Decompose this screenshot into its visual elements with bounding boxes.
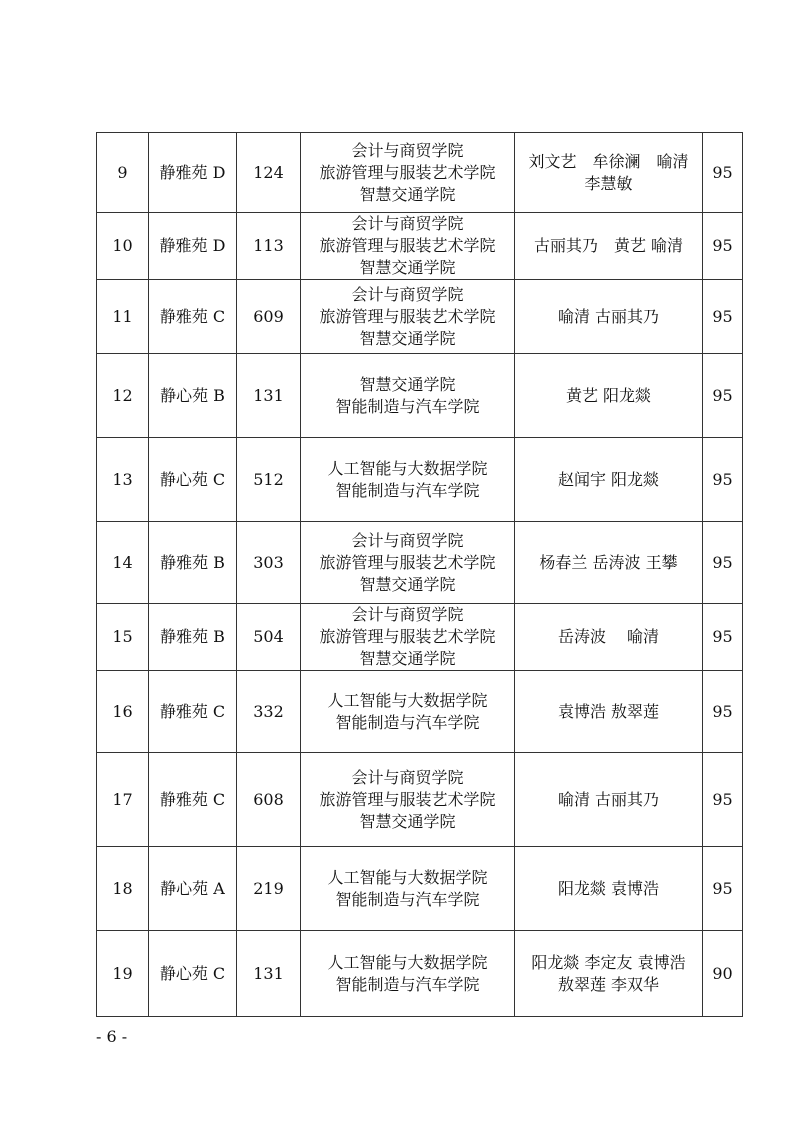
building-cell: 静心苑 C (149, 931, 237, 1017)
room-cell: 131 (237, 931, 301, 1017)
colleges-cell (301, 354, 515, 438)
inspectors-cell (515, 522, 703, 604)
inspectors-cell (515, 213, 703, 280)
row-number-cell: 16 (97, 671, 149, 753)
college-line: 智慧交通学院 (359, 374, 456, 394)
score-cell: 95 (703, 280, 743, 354)
inspector-line: 黄艺 阳龙燚 (565, 385, 652, 405)
table-body (97, 133, 743, 1017)
table-row (97, 280, 743, 354)
row-number-cell: 13 (97, 438, 149, 522)
inspectors-cell (515, 604, 703, 671)
college-line: 智慧交通学院 (359, 258, 456, 277)
college-line: 智能制造与汽车学院 (335, 712, 480, 732)
table-row (97, 931, 743, 1017)
inspector-line: 袁博浩 敖翠莲 (557, 701, 660, 721)
college-line: 旅游管理与服装艺术学院 (319, 162, 496, 182)
inspection-table (96, 132, 743, 1017)
table-row (97, 847, 743, 931)
colleges-cell (301, 133, 515, 213)
room-cell: 609 (237, 280, 301, 354)
score-cell: 95 (703, 522, 743, 604)
building-cell: 静雅苑 C (149, 671, 237, 753)
inspectors-cell (515, 753, 703, 847)
inspector-line: 古丽其乃 黄艺 喻清 (533, 236, 684, 255)
room-cell: 608 (237, 753, 301, 847)
building-cell: 静心苑 A (149, 847, 237, 931)
college-line: 会计与商贸学院 (351, 605, 464, 624)
room-cell: 504 (237, 604, 301, 671)
inspectors-cell (515, 931, 703, 1017)
inspectors-cell (515, 671, 703, 753)
college-line: 旅游管理与服装艺术学院 (319, 552, 496, 572)
college-line: 智慧交通学院 (359, 811, 456, 831)
inspectors-cell (515, 354, 703, 438)
building-cell: 静雅苑 D (149, 133, 237, 213)
colleges-cell (301, 213, 515, 280)
colleges-cell (301, 671, 515, 753)
score-cell: 95 (703, 753, 743, 847)
college-line: 智慧交通学院 (359, 649, 456, 668)
room-cell: 332 (237, 671, 301, 753)
colleges-cell (301, 438, 515, 522)
table-row (97, 133, 743, 213)
college-line: 会计与商贸学院 (351, 214, 464, 233)
inspector-line: 阳龙燚 袁博浩 (557, 878, 660, 898)
college-line: 智能制造与汽车学院 (335, 889, 480, 909)
room-cell: 303 (237, 522, 301, 604)
colleges-cell (301, 753, 515, 847)
inspector-line: 敖翠莲 李双华 (557, 974, 660, 994)
colleges-cell (301, 931, 515, 1017)
score-cell: 95 (703, 438, 743, 522)
table-row (97, 671, 743, 753)
college-line: 人工智能与大数据学院 (327, 952, 488, 972)
row-number-cell: 14 (97, 522, 149, 604)
table-row (97, 213, 743, 280)
inspectors-cell (515, 847, 703, 931)
college-line: 会计与商贸学院 (351, 140, 464, 160)
row-number-cell: 11 (97, 280, 149, 354)
row-number-cell: 12 (97, 354, 149, 438)
colleges-cell (301, 522, 515, 604)
college-line: 智慧交通学院 (359, 328, 456, 348)
college-line: 会计与商贸学院 (351, 284, 464, 304)
college-line: 智能制造与汽车学院 (335, 974, 480, 994)
table-row (97, 522, 743, 604)
college-line: 会计与商贸学院 (351, 530, 464, 550)
table-row (97, 753, 743, 847)
college-line: 人工智能与大数据学院 (327, 458, 488, 478)
building-cell: 静心苑 C (149, 438, 237, 522)
building-cell: 静雅苑 C (149, 280, 237, 354)
building-cell: 静雅苑 C (149, 753, 237, 847)
row-number-cell: 18 (97, 847, 149, 931)
building-cell: 静雅苑 D (149, 213, 237, 280)
score-cell: 90 (703, 931, 743, 1017)
inspector-line: 赵闻宇 阳龙燚 (557, 469, 660, 489)
inspector-line: 刘文艺 牟徐澜 喻清 (528, 151, 689, 171)
table-row (97, 354, 743, 438)
table-row (97, 604, 743, 671)
college-line: 人工智能与大数据学院 (327, 867, 488, 887)
college-line: 旅游管理与服装艺术学院 (319, 236, 496, 255)
score-cell: 95 (703, 604, 743, 671)
row-number-cell: 19 (97, 931, 149, 1017)
inspector-line: 李慧敏 (584, 173, 633, 193)
page-number: - 6 - (96, 1027, 128, 1046)
building-cell: 静雅苑 B (149, 522, 237, 604)
row-number-cell: 15 (97, 604, 149, 671)
score-cell: 95 (703, 671, 743, 753)
inspectors-cell (515, 280, 703, 354)
inspectors-cell (515, 133, 703, 213)
room-cell: 219 (237, 847, 301, 931)
score-cell: 95 (703, 847, 743, 931)
room-cell: 131 (237, 354, 301, 438)
college-line: 人工智能与大数据学院 (327, 690, 488, 710)
room-cell: 124 (237, 133, 301, 213)
inspectors-cell (515, 438, 703, 522)
inspector-line: 杨春兰 岳涛波 王攀 (539, 552, 678, 572)
row-number-cell: 10 (97, 213, 149, 280)
college-line: 会计与商贸学院 (351, 767, 464, 787)
row-number-cell: 17 (97, 753, 149, 847)
score-cell: 95 (703, 213, 743, 280)
row-number-cell: 9 (97, 133, 149, 213)
college-line: 智能制造与汽车学院 (335, 396, 480, 416)
colleges-cell (301, 280, 515, 354)
inspector-line: 喻清 古丽其乃 (557, 789, 660, 809)
table-row (97, 438, 743, 522)
room-cell: 113 (237, 213, 301, 280)
college-line: 智慧交通学院 (359, 574, 456, 594)
score-cell: 95 (703, 133, 743, 213)
college-line: 智慧交通学院 (359, 184, 456, 204)
colleges-cell (301, 847, 515, 931)
college-line: 旅游管理与服装艺术学院 (319, 627, 496, 646)
college-line: 智能制造与汽车学院 (335, 480, 480, 500)
building-cell: 静心苑 B (149, 354, 237, 438)
room-cell: 512 (237, 438, 301, 522)
college-line: 旅游管理与服装艺术学院 (319, 306, 496, 326)
score-cell: 95 (703, 354, 743, 438)
inspector-line: 喻清 古丽其乃 (557, 306, 660, 326)
inspector-line: 阳龙燚 李定友 袁博浩 (531, 952, 686, 972)
inspector-line: 岳涛波 喻清 (557, 627, 660, 646)
building-cell: 静雅苑 B (149, 604, 237, 671)
college-line: 旅游管理与服装艺术学院 (319, 789, 496, 809)
colleges-cell (301, 604, 515, 671)
